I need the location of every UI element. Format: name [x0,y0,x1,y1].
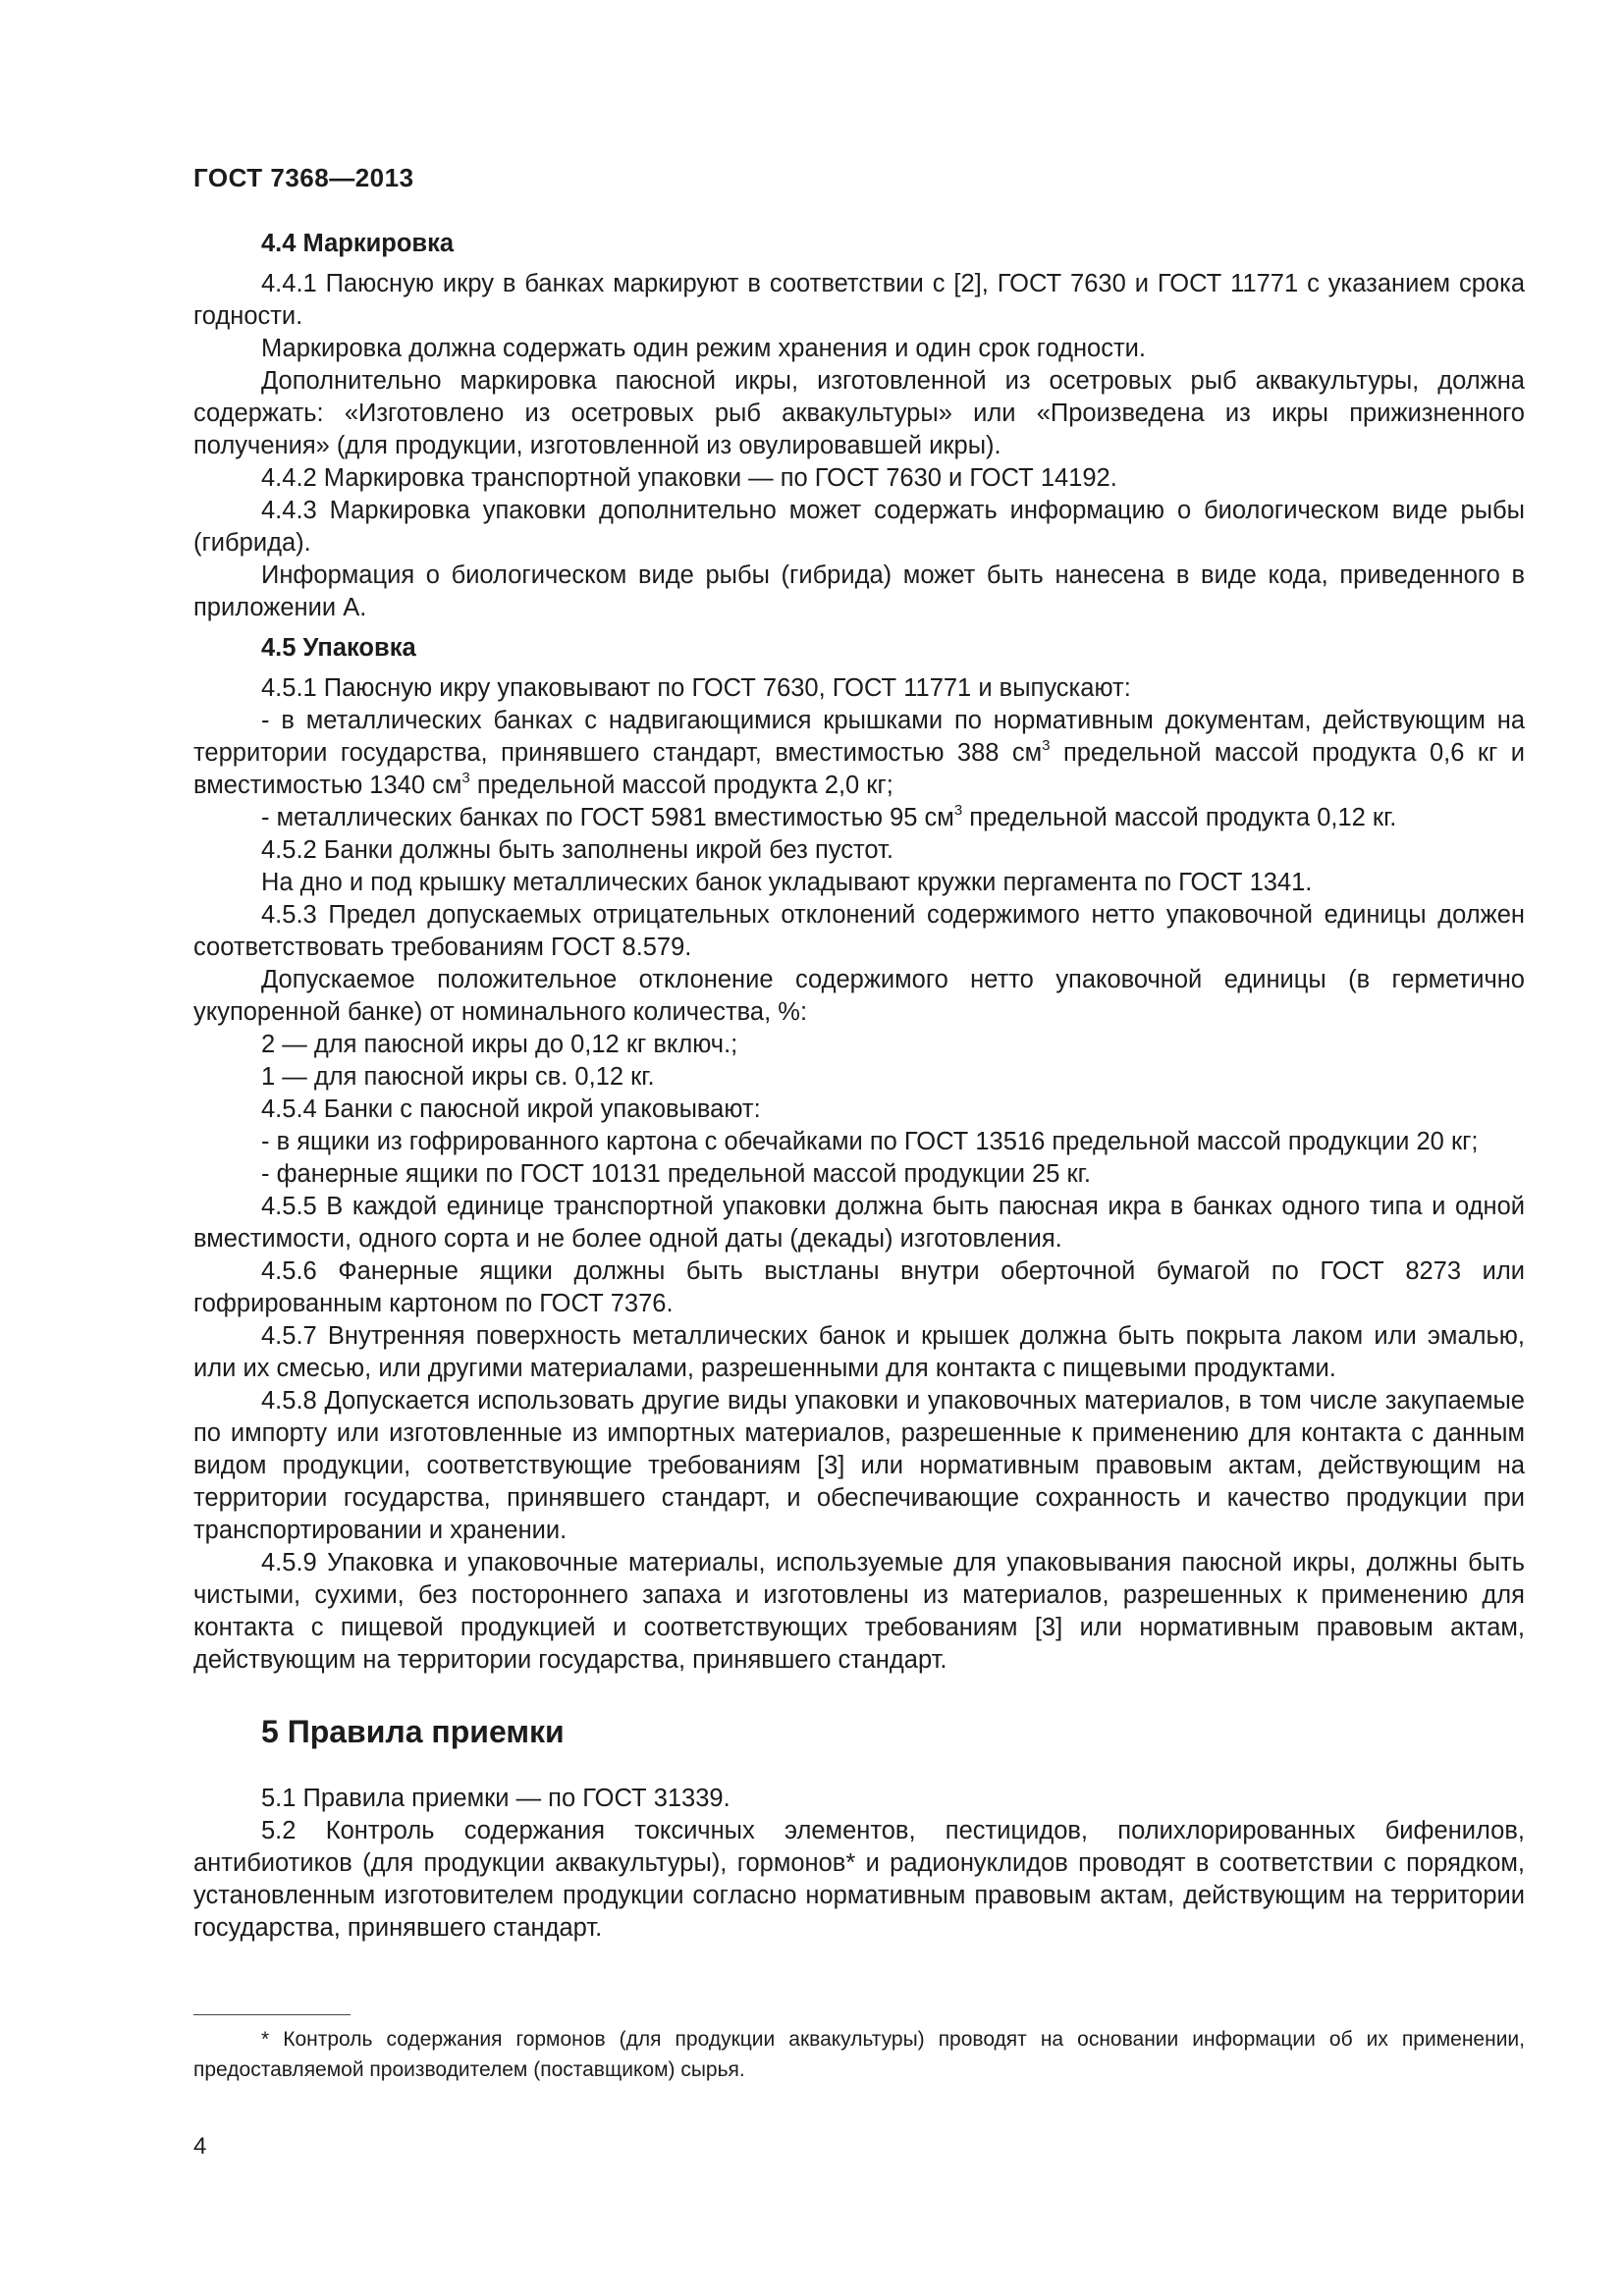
paragraph-4-4-1: 4.4.1 Паюсную икру в банках маркируют в соответствии с [2], ГОСТ 7630 и ГОСТ 11771 с указанием срока годности. [193,270,1525,330]
paragraph-4-5-2: 4.5.2 Банки должны быть заполнены икрой без пустот. [261,836,893,864]
list-item: - в ящики из гофрированного картона с обечайками по ГОСТ 13516 предельной массой продукции 20 кг; [261,1128,1479,1155]
paragraph-5-2: 5.2 Контроль содержания токсичных элементов, пестицидов, полихлорированных бифенилов, антибиотиков (для продукции аквакультуры), гормонов* и радионуклидов проводят в соответствии с порядком, установленным изготовителем продукции согласно нормативным правовым актам, действующим на территории государства, принявшего стандарт. [193,1817,1525,1942]
list-item: 2 — для паюсной икры до 0,12 кг включ.; [261,1031,738,1058]
document-body [193,228,1525,1945]
paragraph-4-5-6: 4.5.6 Фанерные ящики должны быть выстланы внутри оберточной бумагой по ГОСТ 8273 или гофрированным картоном по ГОСТ 7376. [193,1257,1525,1317]
paragraph: Маркировка должна содержать один режим хранения и один срок годности. [261,335,1146,362]
paragraph-4-5-9: 4.5.9 Упаковка и упаковочные материалы, используемые для упаковывания паюсной икры, должны быть чистыми, сухими, без постороннего запаха и изготовлены из материалов, разрешенных к применению для контакта с пищевой продукцией и соответствующих требованиям [3] или нормативным правовым актам, действующим на территории государства, принявшего стандарт. [193,1549,1525,1674]
paragraph-4-4-3: 4.4.3 Маркировка упаковки дополнительно может содержать информацию о биологическом виде рыбы (гибрида). [193,497,1525,557]
paragraph-5-1: 5.1 Правила приемки — по ГОСТ 31339. [261,1785,730,1812]
list-item: 1 — для паюсной икры св. 0,12 кг. [261,1063,655,1091]
list-item: - фанерные ящики по ГОСТ 10131 предельной массой продукции 25 кг. [261,1160,1091,1188]
footnote: * Контроль содержания гормонов (для продукции аквакультуры) проводят на основании информации об их применении, предоставляемой производителем (поставщиком) сырья. [193,2028,1525,2081]
section-5-title: 5 Правила приемки [261,1714,565,1749]
paragraph: На дно и под крышку металлических банок укладывают кружки пергамента по ГОСТ 1341. [261,869,1313,896]
paragraph: Дополнительно маркировка паюсной икры, изготовленной из осетровых рыб аквакультуры, должна содержать: «Изготовлено из осетровых рыб аквакультуры» или «Произведена из икры прижизненного получения» (для продукции, изготовленной из овулировавшей икры). [193,367,1525,459]
document-header: ГОСТ 7368—2013 [193,163,414,192]
list-item-gost-5981-cans: - металлических банках по ГОСТ 5981 вместимостью 95 $см^3$ предельной массой продукта 0,12 кг. [261,802,1397,831]
section-4-4-title: 4.4 Маркировка [261,230,455,257]
section-4-5-title: 4.5 Упаковка [261,634,416,662]
paragraph: Допускаемое положительное отклонение содержимого нетто упаковочной единицы (в герметично укупоренной банке) от номинального количества, %: [193,966,1525,1026]
paragraph-4-5-5: 4.5.5 В каждой единице транспортной упаковки должна быть паюсная икра в банках одного типа и одной вместимости, одного сорта и не более одной даты (декады) изготовления. [193,1193,1525,1253]
paragraph-4-5-1: 4.5.1 Паюсную икру упаковывают по ГОСТ 7630, ГОСТ 11771 и выпускают: [261,674,1131,702]
paragraph-4-5-3: 4.5.3 Предел допускаемых отрицательных отклонений содержимого нетто упаковочной единицы должен соответствовать требованиям ГОСТ 8.579. [193,901,1525,961]
paragraph: Информация о биологическом виде рыбы (гибрида) может быть нанесена в виде кода, приведенного в приложении А. [193,561,1525,621]
list-item-metal-cans: - в металлических банках с надвигающимися крышками по нормативным документам, действующим на территории государства, принявшего стандарт, вместимостью 388 $см^3$ предельной массой продукта 0,6 кг и вместимостью 1340 $см^3$ предельной массой продукта 2,0 кг; [193,707,1525,799]
paragraph-4-4-2: 4.4.2 Маркировка транспортной упаковки — по ГОСТ 7630 и ГОСТ 14192. [261,464,1117,492]
paragraph-4-5-8: 4.5.8 Допускается использовать другие виды упаковки и упаковочных материалов, в том числе закупаемые по импорту или изготовленные из импортных материалов, разрешенные к применению для контакта с данным видом продукции, соответствующие требованиям [3] или нормативным правовым актам, действующим на территории государства, принявшего стандарт, и обеспечивающие сохранность и качество продукции при транспортировании и хранении. [193,1387,1525,1544]
page-number: 4 [193,2133,207,2160]
footnote-divider [193,2014,351,2015]
paragraph-4-5-7: 4.5.7 Внутренняя поверхность металлических банок и крышек должна быть покрыта лаком или эмалью, или их смесью, или другими материалами, разрешенными для контакта с пищевыми продуктами. [193,1322,1525,1382]
paragraph-4-5-4: 4.5.4 Банки с паюсной икрой упаковывают: [261,1095,761,1123]
